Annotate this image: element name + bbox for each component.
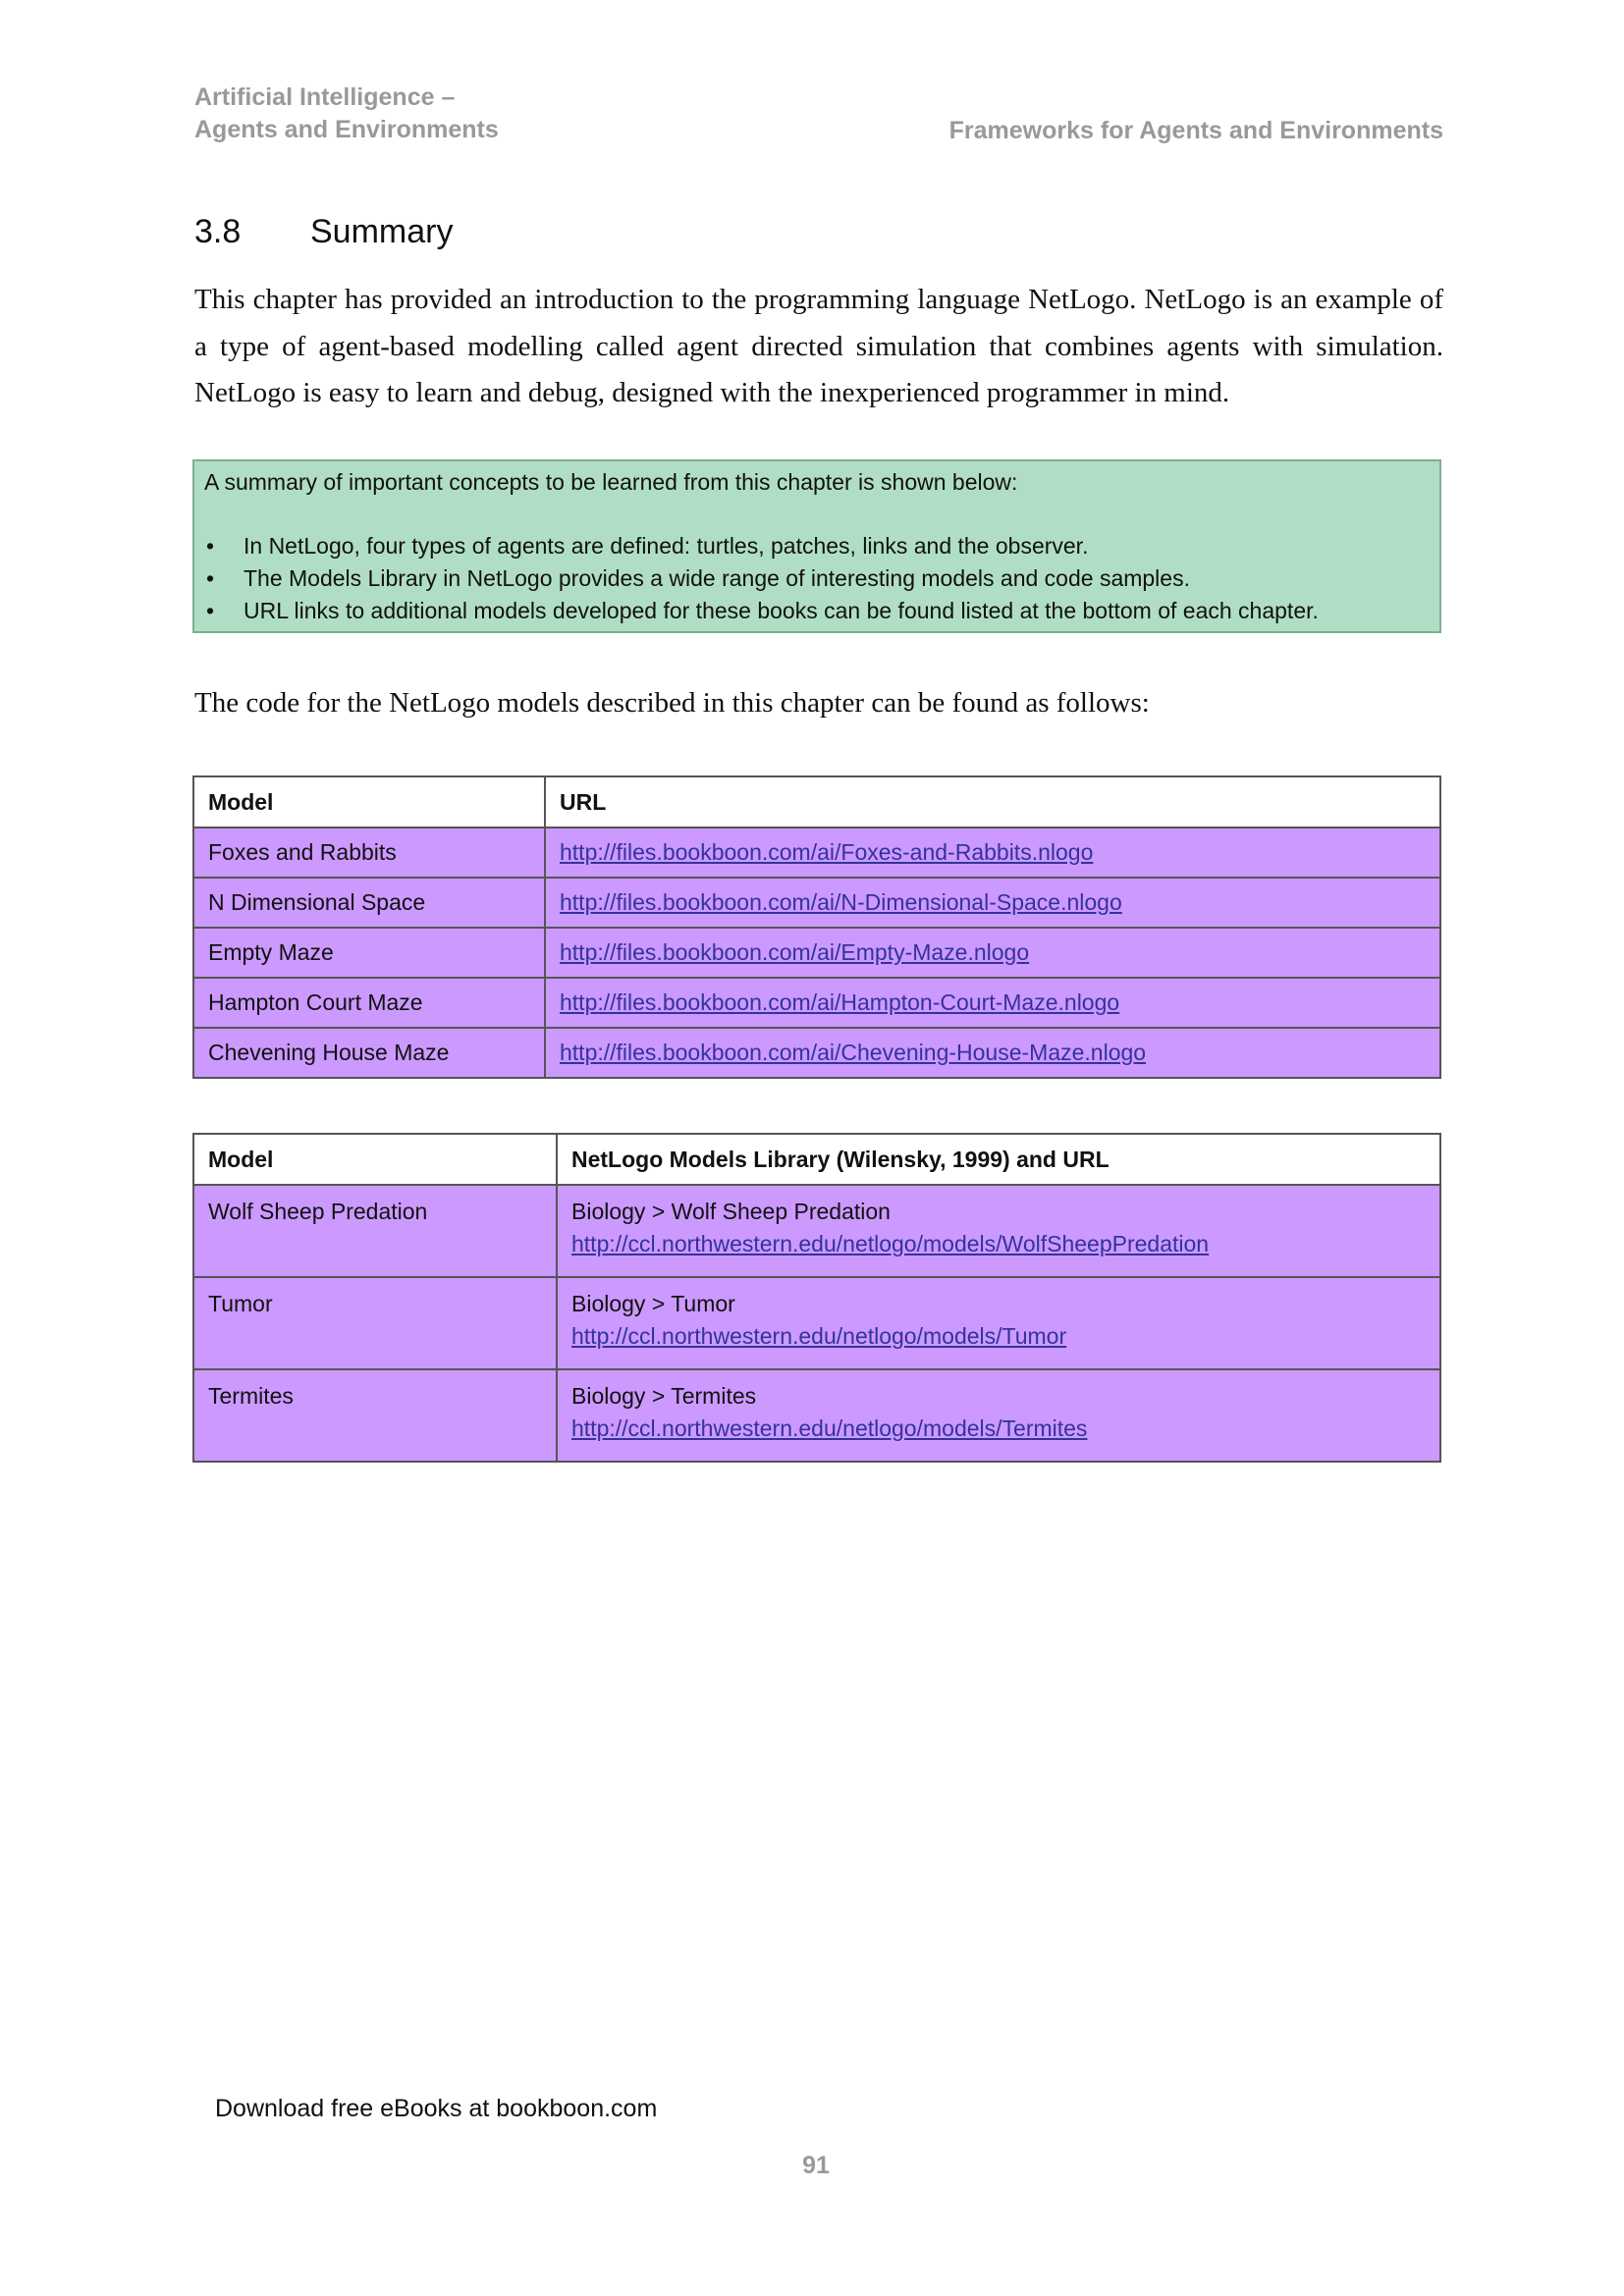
summary-bullet: • In NetLogo, four types of agents are defined: turtles, patches, links and the observer. [204, 530, 1430, 562]
model-name: N Dimensional Space [193, 878, 545, 928]
body-paragraph: This chapter has provided an introduction to the programming language NetLogo. NetLogo is an example of a type of agent-based modelling called agent directed simulation that combines agents with simulation. NetLogo is easy to learn and debug, designed with the inexperienced programmer in mind. [194, 284, 1443, 408]
running-header-left [194, 81, 499, 146]
table-row [193, 978, 1440, 1028]
model-name: Chevening House Maze [193, 1028, 545, 1078]
table-row [193, 928, 1440, 978]
model-link[interactable]: http://ccl.northwestern.edu/netlogo/models/WolfSheepPredation [571, 1231, 1210, 1256]
model-link[interactable]: http://ccl.northwestern.edu/netlogo/models/Tumor [571, 1323, 1067, 1349]
header-subtitle: Agents and Environments [194, 116, 499, 143]
library-path: Biology > Termites [571, 1383, 757, 1409]
models-library-table [192, 1133, 1441, 1463]
model-name: Hampton Court Maze [193, 978, 545, 1028]
summary-intro: A summary of important concepts to be learned from this chapter is shown below: [204, 469, 1018, 495]
model-name: Empty Maze [193, 928, 545, 978]
model-name: Termites [193, 1369, 557, 1462]
library-path: Biology > Wolf Sheep Predation [571, 1199, 891, 1224]
download-footer[interactable]: Download free eBooks at bookboon.com [215, 2095, 658, 2122]
column-header: NetLogo Models Library (Wilensky, 1999) and URL [557, 1134, 1440, 1185]
section-title: Summary [310, 213, 454, 250]
table-row [193, 828, 1440, 878]
library-path: Biology > Tumor [571, 1291, 735, 1316]
column-header: Model [193, 776, 545, 828]
table-row [193, 1369, 1440, 1462]
section-number: 3.8 [194, 213, 242, 250]
summary-bullet: • The Models Library in NetLogo provides a wide range of interesting models and code samples. [204, 562, 1430, 595]
model-name: Wolf Sheep Predation [193, 1185, 557, 1277]
running-header-right: Frameworks for Agents and Environments [948, 117, 1443, 144]
summary-bullet: • URL links to additional models developed for these books can be found listed at the bottom of each chapter. [204, 595, 1430, 627]
code-intro: The code for the NetLogo models described in this chapter can be found as follows: [194, 687, 1150, 719]
table-row [193, 1185, 1440, 1277]
model-link[interactable]: http://files.bookboon.com/ai/Hampton-Court-Maze.nlogo [560, 989, 1120, 1015]
model-name: Foxes and Rabbits [193, 828, 545, 878]
model-link[interactable]: http://files.bookboon.com/ai/Foxes-and-Rabbits.nlogo [560, 839, 1094, 865]
model-link[interactable]: http://files.bookboon.com/ai/Chevening-House-Maze.nlogo [560, 1040, 1147, 1065]
table-header-row [193, 776, 1440, 828]
section-heading [194, 213, 453, 251]
table-header-row [193, 1134, 1440, 1185]
table-row [193, 1028, 1440, 1078]
header-title: Artificial Intelligence – [194, 83, 456, 111]
summary-box [192, 459, 1441, 633]
table-row [193, 878, 1440, 928]
model-link[interactable]: http://files.bookboon.com/ai/Empty-Maze.nlogo [560, 939, 1030, 965]
table-row [193, 1277, 1440, 1369]
model-url-table [192, 775, 1441, 1079]
model-name: Tumor [193, 1277, 557, 1369]
column-header: URL [545, 776, 1440, 828]
model-link[interactable]: http://ccl.northwestern.edu/netlogo/models/Termites [571, 1415, 1088, 1441]
column-header: Model [193, 1134, 557, 1185]
model-link[interactable]: http://files.bookboon.com/ai/N-Dimensional-Space.nlogo [560, 889, 1122, 915]
page-number: 91 [802, 2152, 830, 2179]
